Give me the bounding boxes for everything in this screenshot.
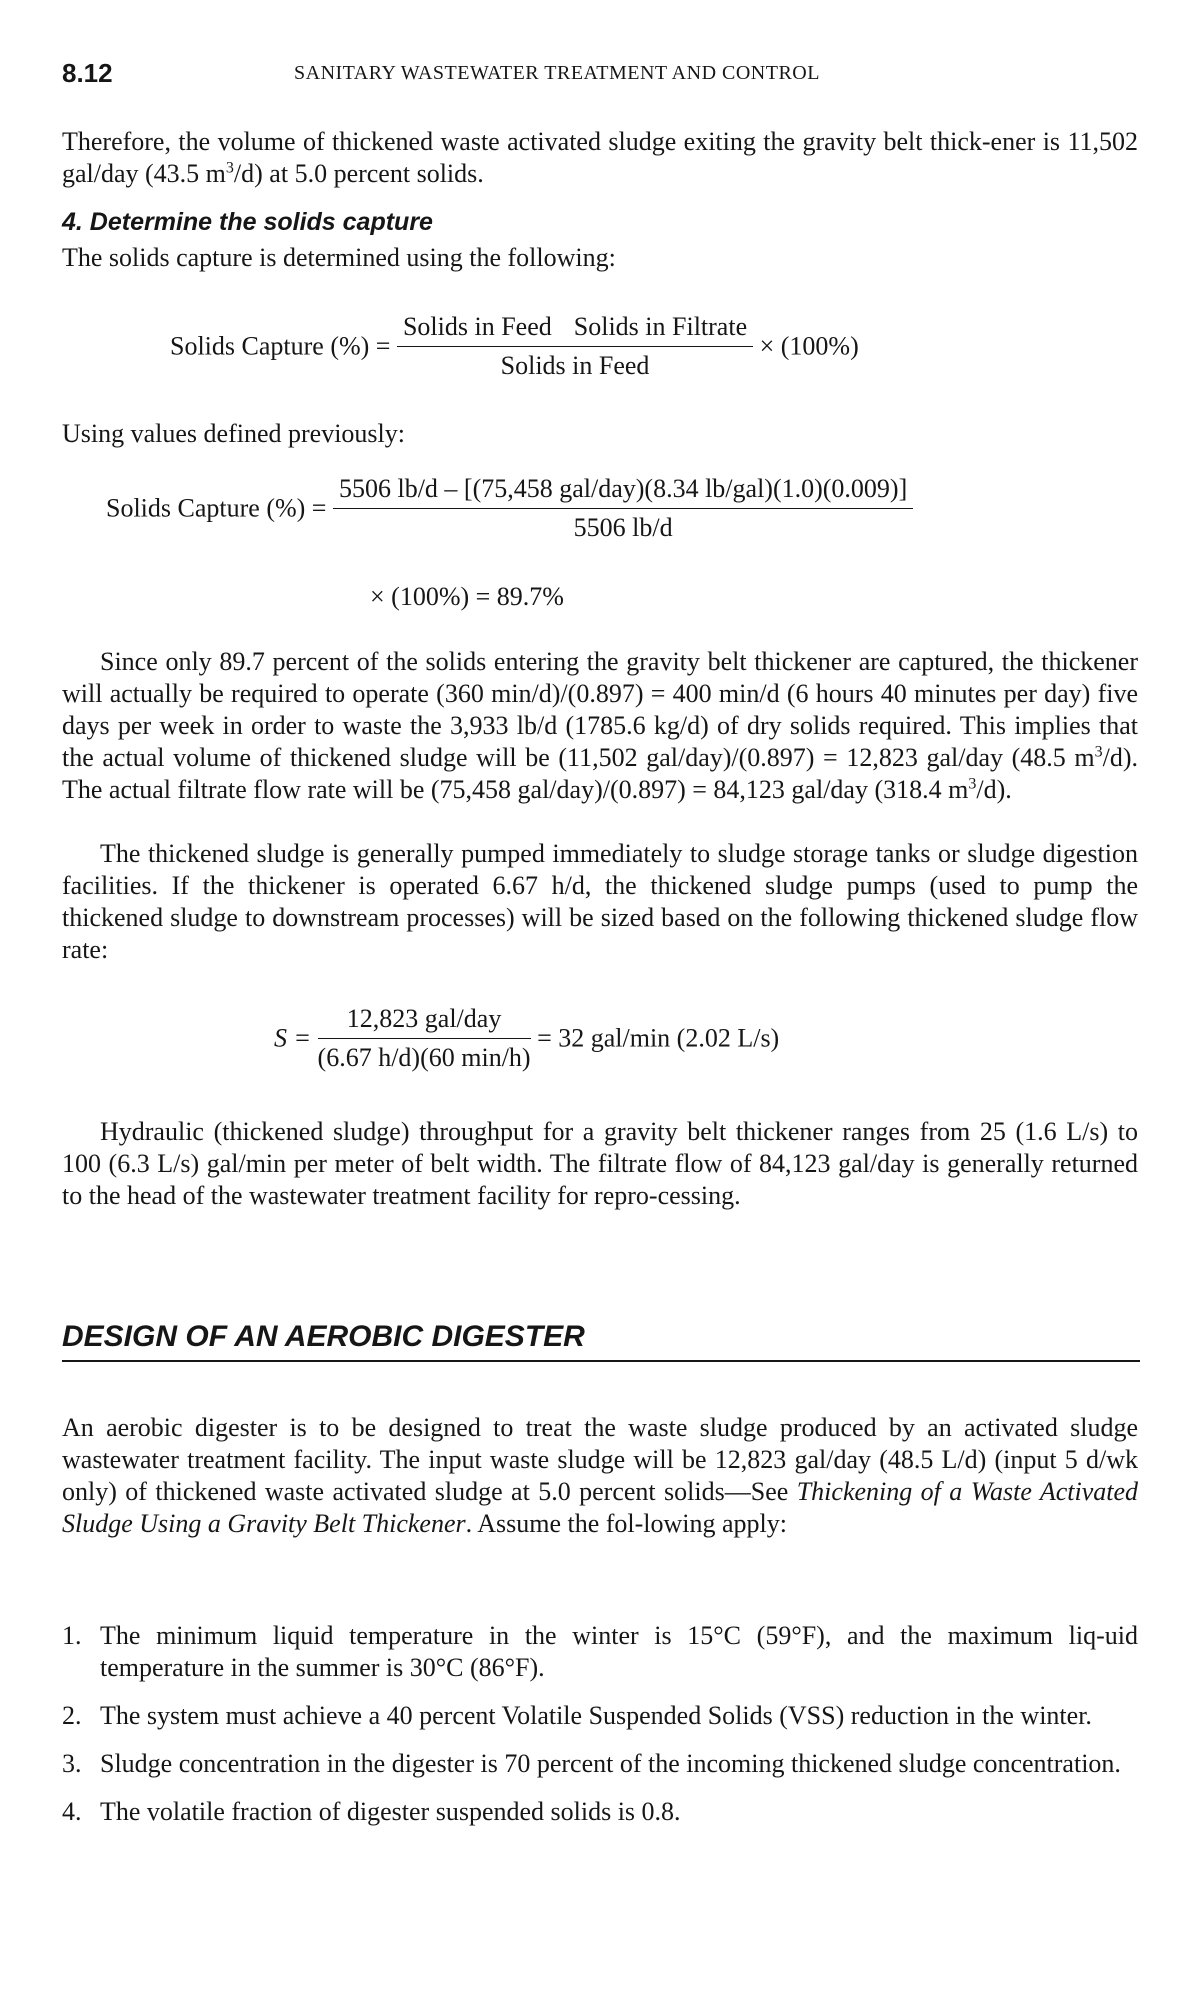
cross-reference: Thickening of a Waste Activated Sludge Using a Gravity Belt Thickener [62,1477,1139,1538]
equation-denominator: Solids in Feed [500,351,650,380]
list-number: 2. [62,1701,82,1730]
paragraph-throughput: Hydraulic (thickened sludge) throughput for a gravity belt thickener ranges from 25 (1.6 L/s) to 100 (6.3 L/s) gal/min per meter of belt width. The filtrate flow of 84,123 gal/day is generally returned to the head of the wastewater treatment facility for repro-cessing. [62,1117,1138,1210]
superscript: 3 [968,775,977,793]
equation-rhs: = 32 gal/min (2.02 L/s) [537,1023,780,1053]
equation-lhs: S = [274,1023,312,1053]
assumption-list [62,1620,1138,1844]
superscript: 3 [225,159,234,177]
equation-lhs: Solids Capture (%) = [106,493,327,523]
equation-numerator [397,312,753,347]
superscript: 3 [1094,743,1103,761]
running-title: SANITARY WASTEWATER TREATMENT AND CONTROL [294,62,820,84]
running-head [62,58,1142,98]
list-text: Sludge concentration in the digester is 70 percent of the incoming thickened sludge concentration. [100,1749,1121,1778]
flow-rate-formula [274,1004,779,1073]
equation-fraction [318,1004,531,1073]
numerator-term-a: Solids in Feed [402,312,552,341]
intro-text-end: /d) at 5.0 percent solids. [233,159,484,188]
section-heading: DESIGN OF AN AEROBIC DIGESTER [62,1320,1140,1362]
using-values-text: Using values defined previously: [62,419,405,448]
step-lead: The solids capture is determined using the following: [62,243,616,272]
list-number: 1. [62,1621,82,1650]
equation-fraction [333,474,913,543]
paragraph-text: Since only 89.7 percent of the solids entering the gravity belt thickener are captured, the thickener will actually be required to operate (360 min/d)/(0.897) = 400 min/d (6 hours 40 minutes per day) five days per week in order to waste the 3,933 lb/d (1785.6 kg/d) of dry solids required. This implies that the actual volume of thickened sludge will be (11,502 gal/day)/(0.897) = 12,823 gal/day (48.5 m [62,647,1138,772]
equation-denominator: 5506 lb/d [573,513,673,542]
solids-capture-formula [170,312,859,381]
paragraph-text: . Assume the fol-lowing apply: [465,1509,787,1538]
list-text: The system must achieve a 40 percent Volatile Suspended Solids (VSS) reduction in the winter. [100,1701,1092,1730]
equation-rhs: × (100%) [759,331,859,361]
list-item [62,1700,1138,1732]
intro-paragraph [62,126,1138,190]
list-number: 3. [62,1749,82,1778]
equation-denominator: (6.67 h/d)(60 min/h) [317,1043,531,1072]
intro-text: Therefore, the volume of thickened waste activated sludge exiting the gravity belt thick-ener is 11,502 gal/day (43.5 m [62,127,1138,188]
list-number: 4. [62,1797,82,1826]
equation-numerator: 5506 lb/d – [(75,458 gal/day)(8.34 lb/gal)(1.0)(0.009)] [333,474,913,509]
paragraph-pumping: The thickened sludge is generally pumped immediately to sludge storage tanks or sludge digestion facilities. If the thickener is operated 6.67 h/d, the thickened sludge pumps (used to pump the thickened sludge to downstream processes) will be sized based on the following thickened sludge flow rate: [62,839,1138,964]
paragraph-text: /d). [976,775,1012,804]
step-heading: 4. Determine the solids capture [62,208,433,236]
list-item [62,1796,1138,1828]
equation-numerator: 12,823 gal/day [318,1004,531,1039]
paragraph-capture [62,646,1138,806]
paragraph-text: /d). The actual filtrate flow rate will be (75,458 gal/day)/(0.897) = 84,123 gal/day (318.4 m [62,743,1138,804]
list-text: The volatile fraction of digester suspended solids is 0.8. [100,1797,681,1826]
list-item [62,1748,1138,1780]
page-number: 8.12 [62,58,113,88]
solids-capture-calculation [106,474,913,543]
list-text: The minimum liquid temperature in the winter is 15°C (59°F), and the maximum liq-uid temperature in the summer is 30°C (86°F). [100,1621,1138,1682]
equation-continuation: × (100%) = 89.7% [370,582,564,611]
list-item [62,1620,1138,1684]
equation-fraction [397,312,753,381]
numerator-term-b: Solids in Filtrate [573,312,748,341]
paragraph-digester-intro [62,1412,1138,1540]
paragraph-text: An aerobic digester is to be designed to treat the waste sludge produced by an activated sludge wastewater treatment facility. The input waste sludge will be 12,823 gal/day (48.5 L/d) (input 5 d/wk only) of thickened waste activated sludge at 5.0 percent solids—See [62,1413,1138,1506]
equation-lhs: Solids Capture (%) = [170,331,391,361]
